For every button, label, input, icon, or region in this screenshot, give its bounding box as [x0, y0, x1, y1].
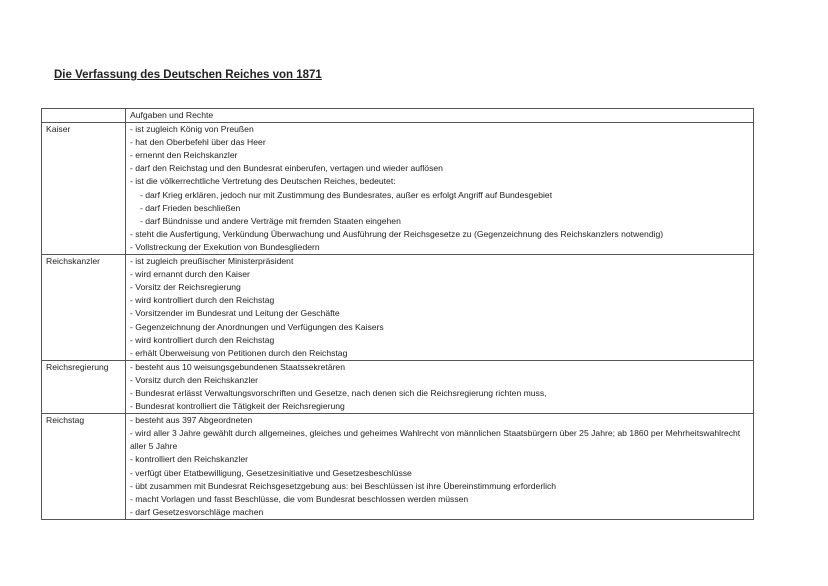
constitution-table	[41, 108, 754, 520]
list-item: - Bundesrat erlässt Verwaltungsvorschriften und Gesetze, nach denen sich die Reichsregierung richten muss,	[130, 387, 547, 398]
rights-cell	[126, 414, 754, 520]
list-item: - kontrolliert den Reichskanzler	[130, 454, 248, 465]
list-item: - hat den Oberbefehl über das Heer	[130, 137, 266, 148]
list-item: - wird kontrolliert durch den Reichstag	[130, 334, 275, 345]
sub-list-item: - darf Frieden beschließen	[140, 202, 241, 213]
list-item: - Vorsitzender im Bundesrat und Leitung der Geschäfte	[130, 308, 340, 319]
list-item: - steht die Ausfertigung, Verkündung Überwachung und Ausführung der Reichsgesetze zu (Gegenzeichnung des Reichskanzlers notwendig)	[130, 228, 664, 239]
list-item: - verfügt über Etatbewilligung, Gesetzesinitiative und Gesetzesbeschlüsse	[130, 467, 412, 478]
list-item: - macht Vorlagen und fasst Beschlüsse, die vom Bundesrat beschlossen werden müssen	[130, 493, 469, 504]
organ-name-cell: Reichsregierung	[42, 360, 126, 413]
table-header-row	[42, 109, 754, 123]
list-item: - ist zugleich König von Preußen	[130, 124, 254, 135]
header-cell-organ	[42, 109, 126, 123]
table-row-kaiser	[42, 123, 754, 255]
list-item: - ernennt den Reichskanzler	[130, 150, 238, 161]
sub-list-item: - darf Bündnisse und andere Verträge mit fremden Staaten eingehen	[140, 215, 401, 226]
list-item: - wird ernannt durch den Kaiser	[130, 269, 250, 280]
list-item: - Vorsitz durch den Reichskanzler	[130, 374, 259, 385]
list-item: - besteht aus 10 weisungsgebundenen Staatssekretären	[130, 361, 345, 372]
list-item: - übt zusammen mit Bundesrat Reichsgesetzgebung aus: bei Beschlüssen ist ihre Übereinstimmung erforderlich	[130, 480, 557, 491]
list-item: - Vorsitz der Reichsregierung	[130, 282, 241, 293]
list-item: - wird kontrolliert durch den Reichstag	[130, 295, 275, 306]
list-item: - ist die völkerrechtliche Vertretung des Deutschen Reiches, bedeutet:	[130, 176, 396, 187]
header-cell-rights: Aufgaben und Rechte	[126, 109, 754, 123]
page-title: Die Verfassung des Deutschen Reiches von 1871	[54, 69, 322, 81]
organ-name-cell: Reichstag	[42, 414, 126, 520]
sub-list-item: - darf Krieg erklären, jedoch nur mit Zustimmung des Bundesrates, außer es erfolgt Angriff auf Bundesgebiet	[140, 189, 553, 200]
list-item: - Vollstreckung der Exekution von Bundesgliedern	[130, 241, 320, 252]
list-item: - erhält Überweisung von Petitionen durch den Reichstag	[130, 347, 348, 358]
list-item: - Bundesrat kontrolliert die Tätigkeit der Reichsregierung	[130, 401, 345, 412]
list-item: - wird aller 3 Jahre gewählt durch allgemeines, gleiches und geheimes Wahlrecht von männlichen Staatsbürgern über 25 Jahre; ab 1860 per Mehrheitswahlrecht aller 5 Jahre	[130, 428, 741, 452]
table-row-reichstag	[42, 414, 754, 520]
table-row-reichsregierung	[42, 360, 754, 413]
list-item: - darf Gesetzesvorschläge machen	[130, 506, 264, 517]
list-item: - Gegenzeichnung der Anordnungen und Verfügungen des Kaisers	[130, 321, 384, 332]
list-item: - ist zugleich preußischer Ministerpräsident	[130, 256, 294, 267]
rights-cell	[126, 255, 754, 361]
organ-name-cell: Kaiser	[42, 123, 126, 255]
table-row-reichskanzler	[42, 255, 754, 361]
organ-name-cell: Reichskanzler	[42, 255, 126, 361]
rights-cell	[126, 123, 754, 255]
list-item: - darf den Reichstag und den Bundesrat einberufen, vertagen und wieder auflösen	[130, 163, 443, 174]
rights-cell	[126, 360, 754, 413]
list-item: - besteht aus 397 Abgeordneten	[130, 415, 253, 426]
